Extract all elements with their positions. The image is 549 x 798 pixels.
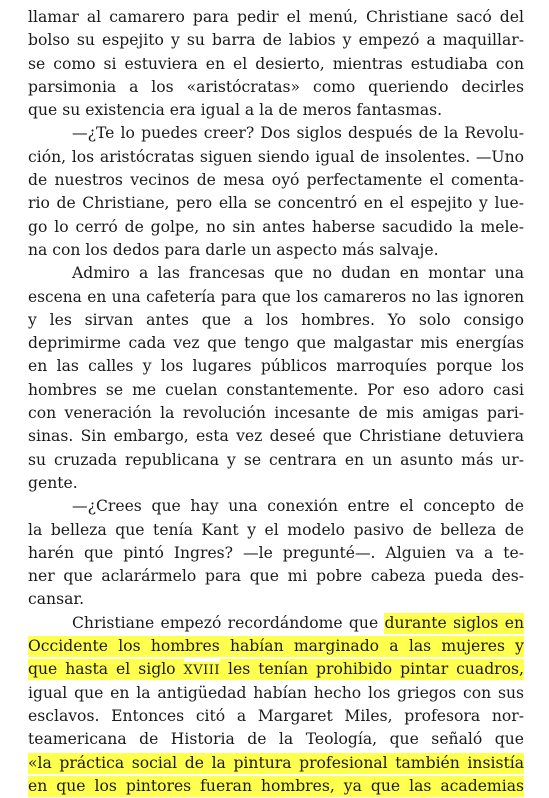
text-line [28, 425, 524, 448]
text-segment: hombres se me cuelan constantemente. Por eso adoro casi [28, 380, 524, 399]
text-line [28, 519, 524, 542]
text-line [28, 588, 524, 611]
highlighted-text: en que los pintores fueran hombres, ya que las academias [28, 776, 524, 795]
text-segment: en las calles y los lugares públicos marroquíes porque los [28, 357, 524, 376]
text-line [28, 286, 524, 309]
highlighted-text: «la práctica social de la pintura profesional también insistía [28, 753, 524, 772]
text-segment: harén que pintó Ingres? —le pregunté—. Alguien va a te- [28, 543, 524, 562]
text-line [28, 216, 524, 239]
text-segment: Christiane empezó recordándome que [72, 613, 385, 632]
text-segment: —¿Te lo puedes creer? Dos siglos después de la Revolu- [72, 124, 524, 143]
text-segment: sinas. Sin embargo, esta vez deseé que Christiane detuviera [28, 427, 524, 446]
text-segment: y les sirvan antes que a los hombres. Yo solo consigo [28, 310, 524, 329]
text-line [28, 472, 524, 495]
text-segment: ner que aclarármelo para que mi pobre cabeza pueda des- [28, 567, 524, 586]
text-line [28, 612, 524, 635]
text-segment: rio de Christiane, pero ella se concentró en el espejito y lue- [28, 194, 524, 213]
text-segment: parsimonia a los «aristócratas» como queriendo decirles [28, 77, 524, 96]
text-line [28, 565, 524, 588]
text-segment: con veneración la revolución incesante de mis amigas pari- [28, 404, 524, 423]
text-line [28, 658, 524, 681]
text-segment: que su existencia era igual a la de meros fantasmas. [28, 101, 443, 120]
text-segment: Admiro a las francesas que no dudan en montar una [72, 264, 524, 283]
text-segment: bolso su espejito y su barra de labios y empezó a maquillar- [28, 31, 524, 50]
text-line [28, 682, 524, 705]
text-segment: gente. [28, 473, 78, 492]
highlighted-text: XVIII [183, 663, 221, 679]
highlighted-text: les tenían prohibido pintar cuadros, [220, 660, 524, 679]
text-line [28, 192, 524, 215]
text-line [28, 29, 524, 52]
text-segment: ción, los aristócratas siguen siendo igual de insolentes. —Uno [28, 147, 524, 166]
text-line [28, 309, 524, 332]
book-page [28, 6, 524, 798]
text-segment: se como si estuviera en el desierto, mientras estudiaba con [28, 54, 524, 73]
text-line [28, 262, 524, 285]
text-segment: la belleza que tenía Kant y el modelo pasivo de belleza de [28, 520, 524, 539]
text-segment: deprimirme cada vez que tengo que malgastar mis energías [28, 334, 524, 353]
text-line [28, 332, 524, 355]
text-line [28, 169, 524, 192]
text-line [28, 76, 524, 99]
text-segment: cansar. [28, 590, 85, 609]
text-line [28, 402, 524, 425]
text-line [28, 239, 524, 262]
text-segment: llamar al camarero para pedir el menú, Christiane sacó del [28, 8, 524, 26]
highlighted-text: durante siglos en [384, 613, 524, 632]
highlighted-text: que hasta el siglo [28, 660, 184, 679]
text-segment: na con los dedos para darle un aspecto más salvaje. [28, 240, 439, 259]
text-line [28, 495, 524, 518]
text-line [28, 122, 524, 145]
text-segment: de nuestros vecinos de mesa oyó perfectamente el comenta- [28, 171, 524, 190]
text-line [28, 53, 524, 76]
text-line [28, 379, 524, 402]
highlighted-text: Occidente los hombres habían marginado a las mujeres y [28, 637, 524, 656]
text-line [28, 705, 524, 728]
text-segment: go lo cerró de golpe, no sin antes haberse sacudido la mele- [28, 217, 524, 236]
text-segment: igual que en la antigüedad habían hecho los griegos con sus [28, 683, 524, 702]
text-line [28, 355, 524, 378]
text-line [28, 449, 524, 472]
text-line [28, 728, 524, 751]
text-line [28, 6, 524, 29]
text-line [28, 775, 524, 798]
text-line [28, 99, 524, 122]
text-segment: escena en una cafetería para que los camareros no las ignoren [28, 287, 524, 306]
text-line [28, 542, 524, 565]
text-line [28, 635, 524, 658]
text-segment: teamericana de Historia de la Teología, que señaló que [28, 730, 524, 749]
text-segment: —¿Crees que hay una conexión entre el concepto de [72, 497, 524, 516]
text-segment: su cruzada republicana y se centrara en un asunto más ur- [28, 450, 524, 469]
text-line [28, 146, 524, 169]
text-line [28, 752, 524, 775]
text-segment: esclavos. Entonces citó a Margaret Miles, profesora nor- [28, 706, 524, 725]
